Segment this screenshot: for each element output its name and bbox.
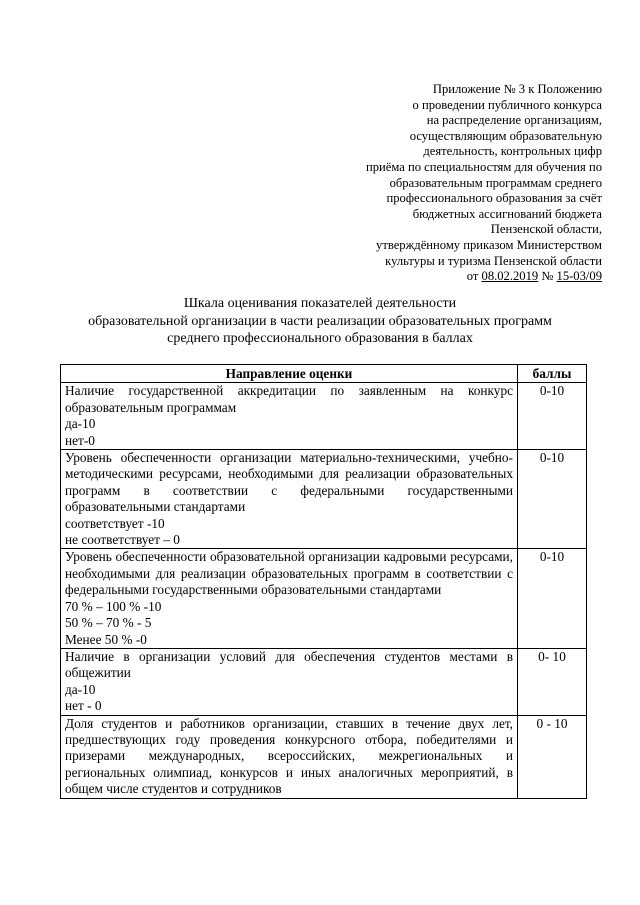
- option-item: 50 % – 70 % - 5: [65, 615, 152, 631]
- header-direction: Направление оценки: [61, 365, 518, 383]
- appendix-line: приёма по специальностям для обучения по: [365, 159, 602, 174]
- order-date: 08.02.2019: [481, 269, 539, 284]
- score-cell: 0-10: [518, 450, 587, 549]
- order-number: 15-03/09: [556, 269, 602, 284]
- appendix-note: [366, 82, 602, 285]
- option-item: да-10: [65, 681, 96, 697]
- direction-cell: [61, 450, 518, 549]
- evaluation-table: [60, 364, 587, 799]
- appendix-line: Приложение № 3 к Положению: [432, 82, 602, 96]
- table-row: [61, 549, 587, 648]
- appendix-line: осуществляющим образовательную: [409, 128, 602, 143]
- direction-text: Уровень обеспеченности образовательной организации кадровыми ресурсами, необходимыми для реализации образовательных программ в соответствии с федеральными государственными образовательными стандартами: [65, 549, 513, 598]
- table-row: [61, 383, 587, 450]
- header-score: баллы: [518, 365, 587, 383]
- score-cell: 0 - 10: [518, 715, 587, 798]
- direction-cell: [61, 715, 518, 798]
- direction-cell: [61, 648, 518, 715]
- direction-text: Наличие государственной аккредитации по заявленным на конкурс образовательным программам: [65, 383, 513, 415]
- score-cell: 0- 10: [518, 648, 587, 715]
- appendix-line: культуры и туризма Пензенской области: [385, 253, 602, 268]
- appendix-line: профессионального образования за счёт: [386, 191, 602, 206]
- appendix-line: бюджетных ассигнований бюджета: [412, 206, 602, 221]
- table-row: [61, 648, 587, 715]
- appendix-line: образовательным программам среднего: [389, 175, 602, 190]
- option-item: соответствует -10: [65, 515, 165, 531]
- title-line: Шкала оценивания показателей деятельности: [183, 296, 457, 311]
- option-item: не соответствует – 0: [65, 532, 180, 548]
- appendix-line: Пензенской области,: [490, 222, 602, 237]
- title-line: образовательной организации в части реализации образовательных программ: [88, 313, 552, 329]
- direction-text: Доля студентов и работников организации, ставших в течение двух лет, предшествующих году проведения конкурсного отбора, победителями и призерами международных, всероссийских, межрегиональных и региональных олимпиад, конкурсов и иных аналогичных мероприятий, в общем числе студентов и сотрудников: [65, 715, 513, 797]
- option-item: да-10: [65, 416, 96, 432]
- order-reference: [366, 269, 602, 285]
- option-item: нет - 0: [65, 698, 102, 714]
- document-title: [0, 295, 640, 348]
- appendix-line: утверждённому приказом Министерством: [376, 237, 602, 252]
- order-prefix: от: [466, 269, 482, 284]
- score-cell: 0-10: [518, 549, 587, 648]
- table-row: [61, 450, 587, 549]
- appendix-line: о проведении публичного конкурса: [412, 97, 602, 112]
- appendix-line: на распределение организациям,: [426, 113, 602, 128]
- option-item: нет-0: [65, 432, 95, 448]
- table-row: [61, 715, 587, 798]
- direction-cell: [61, 383, 518, 450]
- direction-cell: [61, 549, 518, 648]
- option-item: Менее 50 % -0: [65, 631, 147, 647]
- order-number-sign: №: [538, 269, 557, 284]
- table-header-row: [61, 365, 587, 383]
- title-line: среднего профессионального образования в баллах: [167, 331, 473, 346]
- direction-text: Наличие в организации условий для обеспечения студентов местами в общежитии: [65, 648, 513, 681]
- option-item: 70 % – 100 % -10: [65, 598, 162, 614]
- score-cell: 0-10: [518, 383, 587, 450]
- appendix-line: деятельность, контрольных цифр: [423, 144, 602, 159]
- direction-text: Уровень обеспеченности организации материально-техническими, учебно-методическими ресурсами, необходимыми для реализации образовательных программ в соответствии с федеральными государственными образовательными стандартами: [65, 450, 513, 515]
